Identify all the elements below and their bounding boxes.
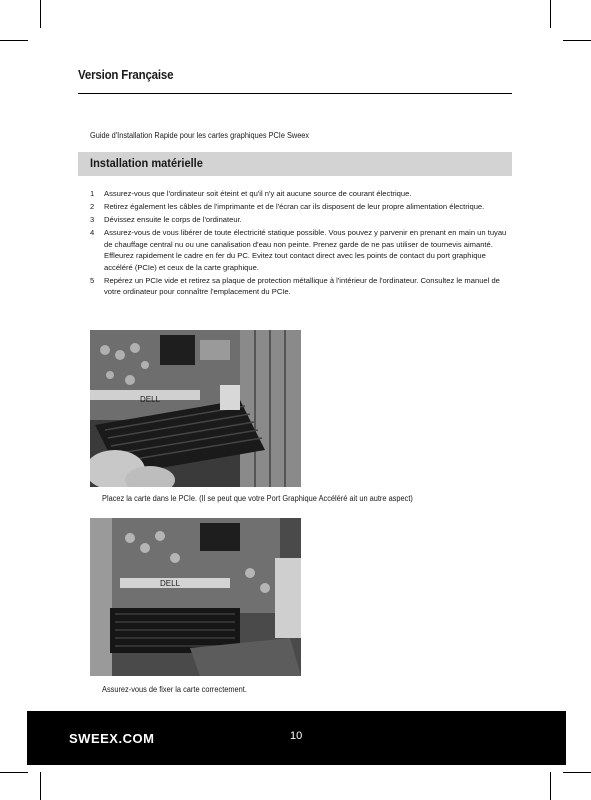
step-number: 3 bbox=[90, 215, 95, 224]
step-text: Assurez-vous que l'ordinateur soit éteint et qu'il n'y ait aucune source de courant électrique. bbox=[104, 189, 412, 198]
motherboard-photo-1 bbox=[90, 330, 301, 487]
svg-text:DELL: DELL bbox=[140, 395, 161, 404]
photo-card-insertion bbox=[90, 330, 301, 487]
step-number: 2 bbox=[90, 202, 95, 211]
photo-caption: Placez la carte dans le PCIe. (Il se peut que votre Port Graphique Accéléré ait un autre aspect) bbox=[102, 494, 413, 503]
step-item bbox=[90, 214, 514, 226]
step-number: 4 bbox=[90, 228, 95, 237]
installation-steps bbox=[90, 188, 514, 299]
photo-caption: Assurez-vous de fixer la carte correctement. bbox=[102, 685, 247, 694]
crop-mark bbox=[563, 40, 591, 41]
crop-mark bbox=[563, 772, 591, 773]
crop-mark bbox=[0, 40, 28, 41]
step-text: Repérez un PCIe vide et retirez sa plaque de protection métallique à l'intérieur de l'ordinateur. Consultez le manuel de votre ordinateur pour connaître l'emplacement du PCIe. bbox=[104, 275, 500, 296]
page-title: Version Française bbox=[78, 68, 174, 82]
section-heading: Installation matérielle bbox=[90, 156, 203, 170]
crop-mark bbox=[40, 0, 41, 28]
step-item bbox=[90, 188, 514, 200]
crop-mark bbox=[0, 772, 28, 773]
step-number: 5 bbox=[90, 275, 95, 285]
step-item bbox=[90, 275, 514, 298]
crop-mark bbox=[40, 772, 41, 800]
svg-text:DELL: DELL bbox=[160, 579, 181, 588]
page-number: 10 bbox=[290, 730, 303, 742]
photo-card-fixed bbox=[90, 518, 301, 676]
step-item bbox=[90, 227, 514, 273]
step-text: Assurez-vous de vous libérer de toute électricité statique possible. Vous pouvez y parvenir en prenant en main un tuyau de chauffage central nu ou une canalisation d'eau non peinte. Prenez garde de ne pas utiliser de tournevis aimanté. Effleurez rapidement le cadre en fer du PC. Evitez tout contact direct avec les points de contact du port graphique accéléré (PCIe) et ceux de la carte graphique. bbox=[104, 228, 507, 272]
step-text: Dévissez ensuite le corps de l'ordinateur. bbox=[104, 215, 242, 224]
step-text: Retirez également les câbles de l'imprimante et de l'écran car ils disposent de leur propre alimentation électrique. bbox=[104, 202, 485, 211]
guide-subtitle: Guide d'Installation Rapide pour les cartes graphiques PCIe Sweex bbox=[90, 131, 310, 140]
page-footer bbox=[27, 711, 566, 765]
brand-link[interactable]: SWEEX.COM bbox=[69, 731, 155, 746]
section-heading-bar bbox=[78, 152, 512, 176]
header-divider bbox=[78, 93, 512, 94]
crop-mark bbox=[550, 772, 551, 800]
step-number: 1 bbox=[90, 189, 95, 198]
crop-mark bbox=[550, 0, 551, 28]
step-item bbox=[90, 201, 514, 213]
motherboard-photo-2 bbox=[90, 518, 301, 676]
